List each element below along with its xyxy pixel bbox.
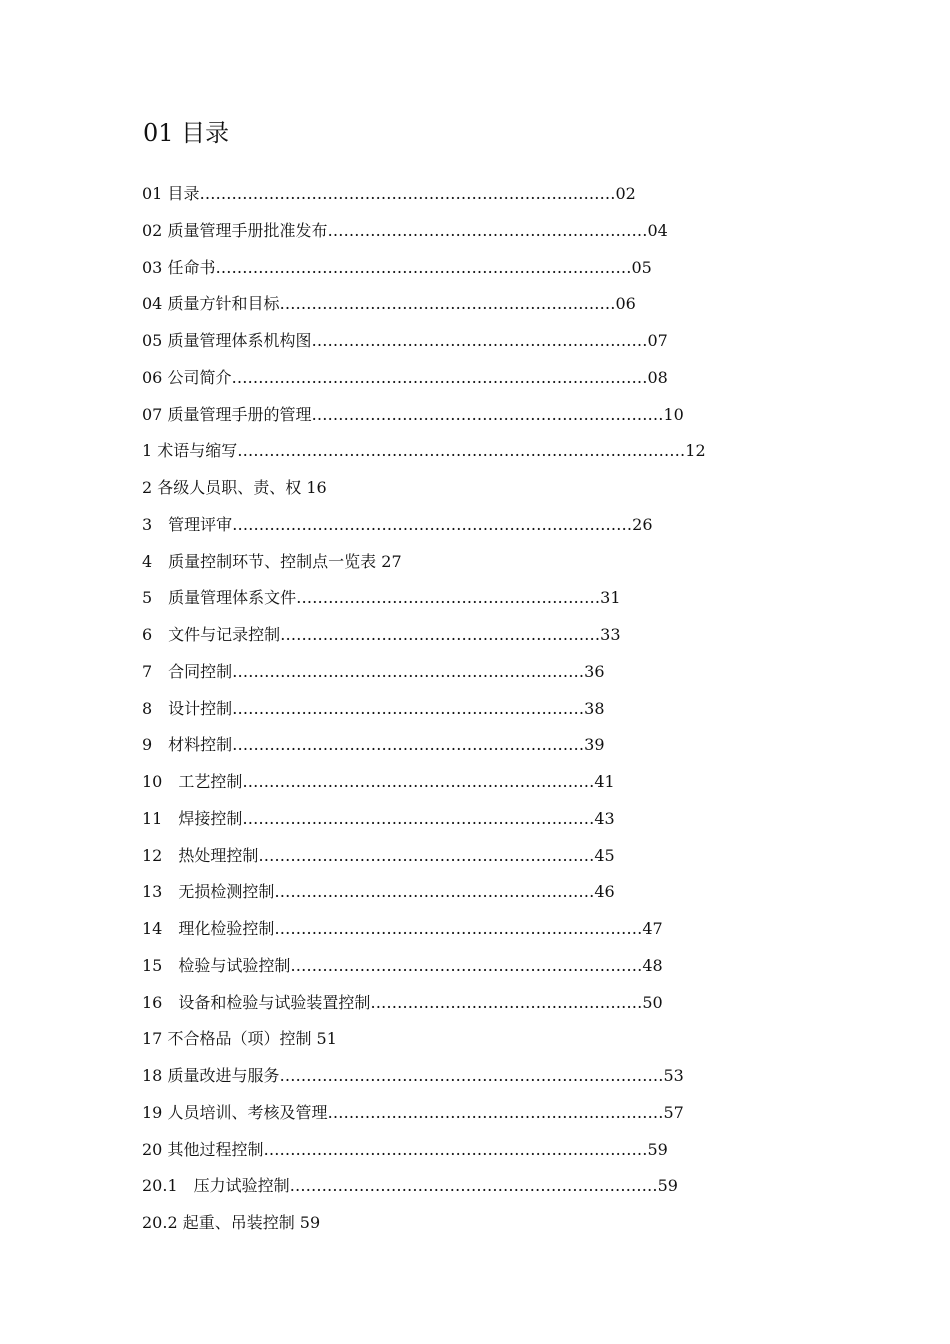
toc-entry (142, 621, 862, 658)
toc-entry-text: 7 合同控制…………………………………………………………36 (142, 661, 605, 681)
toc-entry (142, 548, 862, 585)
toc-entry (142, 805, 862, 842)
toc-entry-text: 9 材料控制…………………………………………………………39 (142, 735, 605, 755)
toc-entry-text: 19 人员培训、考核及管理………………………………………………………57 (142, 1102, 684, 1122)
toc-entry (142, 474, 862, 511)
toc-entry-text: 20.1 压力试验控制……………………………………………………………59 (142, 1176, 678, 1196)
toc-entry (142, 1209, 862, 1246)
toc-entry (142, 217, 862, 254)
toc-entry-text: 14 理化检验控制……………………………………………………………47 (142, 919, 663, 938)
toc-entry-text: 06 公司简介……………………………………………………………………08 (142, 367, 668, 387)
toc-entry (142, 915, 862, 952)
toc-entry (142, 695, 862, 732)
toc-entry-text: 4 质量控制环节、控制点一览表 27 (142, 551, 402, 571)
page-title: 01 目录 (143, 119, 230, 147)
toc-entry-text: 07 质量管理手册的管理…………………………………………………………10 (142, 404, 684, 424)
toc-entry (142, 1099, 862, 1136)
toc-entry-text: 04 质量方针和目标………………………………………………………06 (142, 294, 636, 314)
toc-entry (142, 254, 862, 291)
toc-entry (142, 437, 862, 474)
toc-entry-text: 6 文件与记录控制……………………………………………………33 (142, 625, 621, 644)
toc-entry (142, 842, 862, 879)
toc-entry-text: 20 其他过程控制………………………………………………………………59 (142, 1139, 668, 1159)
toc-entry-text: 18 质量改进与服务………………………………………………………………53 (142, 1066, 684, 1085)
toc-entry-text: 15 检验与试验控制…………………………………………………………48 (142, 955, 663, 975)
toc-entry (142, 180, 862, 217)
toc-entry-text: 8 设计控制…………………………………………………………38 (142, 698, 605, 718)
toc-entry (142, 584, 862, 621)
toc-entry-text: 17 不合格品（项）控制 51 (142, 1029, 337, 1049)
toc-entry (142, 1136, 862, 1173)
toc-entry-text: 01 目录……………………………………………………………………02 (142, 184, 636, 203)
toc-entry (142, 1025, 862, 1062)
toc-entry (142, 364, 862, 401)
toc-entry-text: 02 质量管理手册批准发布……………………………………………………04 (142, 220, 668, 240)
toc-entry (142, 1172, 862, 1209)
toc-entry-text: 11 焊接控制…………………………………………………………43 (142, 808, 615, 828)
table-of-contents (142, 180, 862, 1246)
toc-entry (142, 731, 862, 768)
toc-entry (142, 290, 862, 327)
toc-entry (142, 989, 862, 1026)
toc-entry (142, 878, 862, 915)
toc-entry-text: 5 质量管理体系文件…………………………………………………31 (142, 588, 621, 608)
toc-entry (142, 401, 862, 438)
toc-entry-text: 2 各级人员职、责、权 16 (142, 478, 327, 497)
toc-entry (142, 658, 862, 695)
toc-entry (142, 768, 862, 805)
toc-entry (142, 952, 862, 989)
toc-entry-text: 20.2 起重、吊装控制 59 (142, 1213, 321, 1232)
toc-entry-text: 16 设备和检验与试验装置控制……………………………………………50 (142, 992, 663, 1012)
toc-entry-text: 1 术语与缩写…………………………………………………………………………12 (142, 441, 706, 461)
toc-entry (142, 1062, 862, 1099)
toc-entry-text: 13 无损检测控制……………………………………………………46 (142, 882, 615, 902)
toc-entry-text: 05 质量管理体系机构图………………………………………………………07 (142, 331, 668, 350)
toc-entry-text: 12 热处理控制………………………………………………………45 (142, 845, 615, 865)
toc-entry (142, 511, 862, 548)
toc-entry-text: 3 管理评审…………………………………………………………………26 (142, 514, 653, 534)
toc-entry-text: 03 任命书……………………………………………………………………05 (142, 257, 652, 277)
toc-entry (142, 327, 862, 364)
toc-entry-text: 10 工艺控制…………………………………………………………41 (142, 772, 615, 791)
